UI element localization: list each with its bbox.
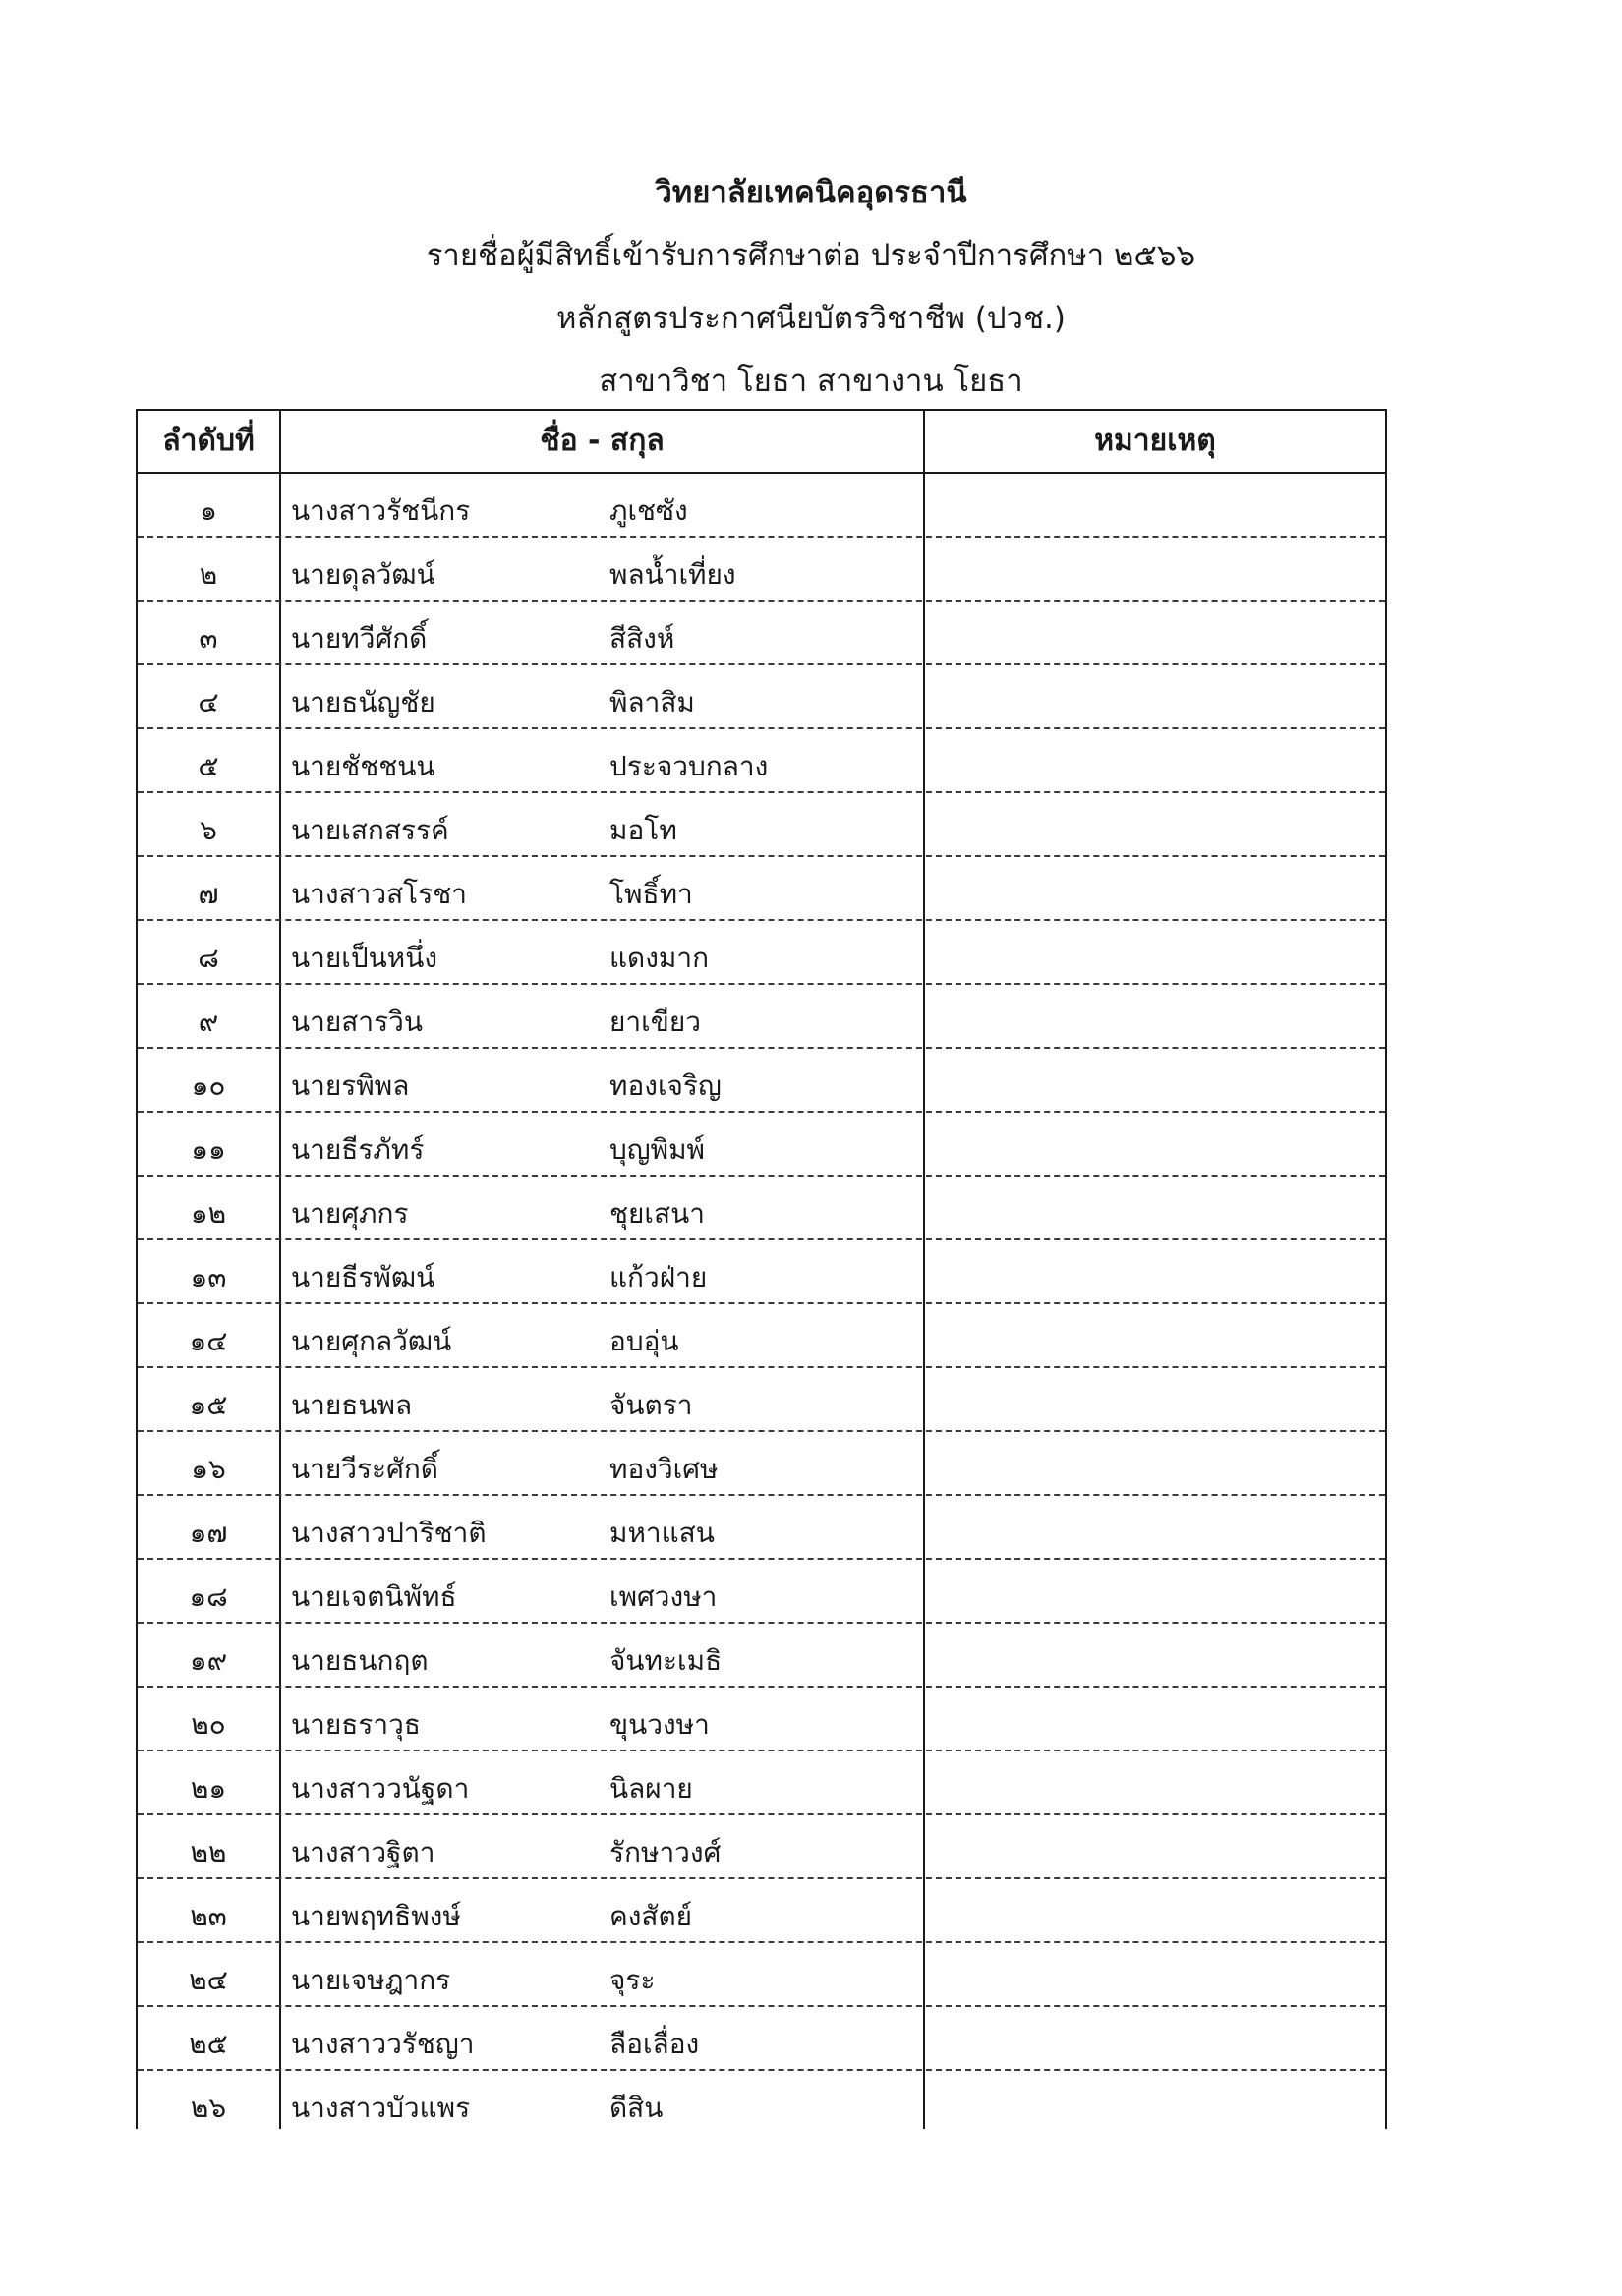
table-row xyxy=(138,1879,1385,1943)
table-row xyxy=(138,857,1385,921)
remark xyxy=(936,474,1378,536)
row-number: ๑ xyxy=(200,494,217,527)
remark xyxy=(936,1624,1378,1686)
remark xyxy=(936,921,1378,983)
first-name: นางสาววนัฐดา xyxy=(291,1772,470,1805)
remark xyxy=(936,1879,1378,1941)
remark xyxy=(936,1815,1378,1877)
remark xyxy=(936,1560,1378,1622)
remark xyxy=(936,665,1378,727)
last-name: คงสัตย์ xyxy=(609,1900,693,1932)
row-number: ๒๐ xyxy=(191,1708,226,1741)
remark xyxy=(936,985,1378,1047)
first-name: นายธีรภัทร์ xyxy=(291,1133,425,1166)
last-name: ทองวิเศษ xyxy=(609,1453,719,1485)
last-name: จันตรา xyxy=(609,1389,693,1421)
first-name: นายธราวุธ xyxy=(291,1708,421,1741)
table-row xyxy=(138,985,1385,1049)
roster-table xyxy=(136,409,1387,2129)
first-name: นายเจตนิพัทธ์ xyxy=(291,1580,457,1613)
remark xyxy=(936,1688,1378,1750)
table-row xyxy=(138,1624,1385,1688)
remark xyxy=(936,1177,1378,1238)
table-row xyxy=(138,1688,1385,1751)
major-title: สาขาวิชา โยธา สาขางาน โยธา xyxy=(599,364,1023,399)
first-name: นายวีระศักดิ์ xyxy=(291,1453,438,1485)
row-number: ๒๑ xyxy=(190,1772,227,1805)
first-name: นายธนกฤต xyxy=(291,1644,429,1677)
table-row xyxy=(138,1240,1385,1304)
table-row xyxy=(138,1943,1385,2007)
last-name: อบอุ่น xyxy=(609,1325,679,1357)
remark xyxy=(936,1049,1378,1111)
remark xyxy=(936,793,1378,855)
list-title: รายชื่อผู้มีสิทธิ์เข้ารับการศึกษาต่อ ประจำปีการศึกษา ๒๕๖๖ xyxy=(426,238,1196,273)
row-number: ๑๑ xyxy=(191,1133,226,1166)
row-number: ๘ xyxy=(198,942,219,974)
row-number: ๑๐ xyxy=(191,1069,226,1102)
remark xyxy=(936,538,1378,600)
table-row xyxy=(138,1049,1385,1113)
remark xyxy=(936,857,1378,919)
first-name: นายธนพล xyxy=(291,1389,413,1421)
first-name: นายรพิพล xyxy=(291,1069,410,1102)
table-row xyxy=(138,1751,1385,1815)
last-name: ดีสิน xyxy=(609,2092,664,2124)
table-row xyxy=(138,1368,1385,1432)
last-name: แก้วฝ่าย xyxy=(609,1261,708,1293)
remark xyxy=(936,1368,1378,1430)
row-number: ๑๔ xyxy=(189,1325,228,1357)
table-row xyxy=(138,1113,1385,1177)
first-name: นายชัชชนน xyxy=(291,750,435,782)
last-name: ชุยเสนา xyxy=(609,1197,705,1230)
last-name: บุญพิมพ์ xyxy=(609,1133,706,1166)
first-name: นางสาวบัวแพร xyxy=(291,2092,471,2124)
row-number: ๑๘ xyxy=(189,1580,228,1613)
last-name: เพศวงษา xyxy=(609,1580,718,1613)
table-row xyxy=(138,1304,1385,1368)
last-name: มหาแสน xyxy=(609,1517,715,1549)
row-number: ๒๕ xyxy=(189,2028,228,2060)
remark xyxy=(936,1751,1378,1813)
last-name: จุระ xyxy=(609,1964,656,1996)
column-header-remark: หมายเหตุ xyxy=(1094,424,1216,458)
table-row xyxy=(138,1432,1385,1496)
remark xyxy=(936,2007,1378,2069)
first-name: นางสาวรัชนีกร xyxy=(291,494,471,527)
remark xyxy=(936,1240,1378,1302)
last-name: รักษาวงศ์ xyxy=(609,1836,722,1868)
last-name: ลือเลื่อง xyxy=(609,2028,700,2060)
table-row xyxy=(138,1177,1385,1240)
row-number: ๔ xyxy=(198,686,219,718)
last-name: โพธิ์ทา xyxy=(609,878,693,910)
program-title: หลักสูตรประกาศนียบัตรวิชาชีพ (ปวช.) xyxy=(556,301,1066,336)
table-row xyxy=(138,538,1385,602)
table-row xyxy=(138,602,1385,665)
last-name: มอโท xyxy=(609,814,677,846)
row-number: ๑๕ xyxy=(189,1389,228,1421)
table-body xyxy=(138,474,1385,2135)
row-number: ๑๗ xyxy=(189,1517,228,1549)
first-name: นายทวีศักดิ์ xyxy=(291,622,428,655)
last-name: สีสิงห์ xyxy=(609,622,675,655)
first-name: นางสาววรัชญา xyxy=(291,2028,475,2060)
table-row xyxy=(138,1496,1385,1560)
row-number: ๒๔ xyxy=(189,1964,228,1996)
table-header xyxy=(138,411,1385,474)
first-name: นายเจษฎากร xyxy=(291,1964,451,1996)
remark xyxy=(936,729,1378,791)
first-name: นายเสกสรรค์ xyxy=(291,814,449,846)
table-row xyxy=(138,729,1385,793)
remark xyxy=(936,1943,1378,2005)
row-number: ๖ xyxy=(200,814,217,846)
first-name: นางสาวปาริชาติ xyxy=(291,1517,487,1549)
last-name: ภูเชซัง xyxy=(609,494,688,527)
table-row xyxy=(138,2007,1385,2071)
first-name: นางสาวสโรชา xyxy=(291,878,467,910)
remark xyxy=(936,1496,1378,1558)
first-name: นายศุภกร xyxy=(291,1197,409,1230)
first-name: นายเป็นหนึ่ง xyxy=(291,942,438,974)
row-number: ๒๖ xyxy=(190,2092,227,2124)
first-name: นายศุกลวัฒน์ xyxy=(291,1325,452,1357)
table-row xyxy=(138,474,1385,538)
last-name: พิลาสิม xyxy=(609,686,695,718)
remark xyxy=(936,1432,1378,1494)
table-row xyxy=(138,665,1385,729)
row-number: ๗ xyxy=(198,878,219,910)
row-number: ๑๒ xyxy=(190,1197,227,1230)
first-name: นายพฤทธิพงษ์ xyxy=(291,1900,461,1932)
last-name: ประจวบกลาง xyxy=(609,750,769,782)
table-row xyxy=(138,793,1385,857)
table-row xyxy=(138,2071,1385,2135)
table-row xyxy=(138,1815,1385,1879)
first-name: นายธนัญชัย xyxy=(291,686,435,718)
last-name: ขุนวงษา xyxy=(609,1708,710,1741)
table-row xyxy=(138,1560,1385,1624)
row-number: ๓ xyxy=(199,622,218,655)
table-row xyxy=(138,921,1385,985)
institution-title: วิทยาลัยเทคนิคอุดรธานี xyxy=(655,175,967,210)
last-name: พลน้ำเที่ยง xyxy=(609,558,736,591)
column-header-name: ชื่อ - สกุล xyxy=(540,424,665,458)
row-number: ๒๒ xyxy=(190,1836,227,1868)
row-number: ๑๙ xyxy=(189,1644,228,1677)
row-number: ๑๓ xyxy=(190,1261,227,1293)
first-name: นายดุลวัฒน์ xyxy=(291,558,435,591)
first-name: นางสาวฐิตา xyxy=(291,1836,435,1868)
last-name: แดงมาก xyxy=(609,942,710,974)
column-header-number: ลำดับที่ xyxy=(162,424,255,458)
row-number: ๙ xyxy=(198,1005,219,1038)
row-number: ๕ xyxy=(198,750,219,782)
remark xyxy=(936,1304,1378,1366)
first-name: นายสารวิน xyxy=(291,1005,423,1038)
last-name: นิลผาย xyxy=(609,1772,693,1805)
row-number: ๒๓ xyxy=(190,1900,227,1932)
remark xyxy=(936,602,1378,663)
remark xyxy=(936,1113,1378,1175)
last-name: จันทะเมธิ xyxy=(609,1644,723,1677)
remark xyxy=(936,2071,1378,2133)
row-number: ๑๖ xyxy=(191,1453,226,1485)
row-number: ๒ xyxy=(199,558,218,591)
first-name: นายธีรพัฒน์ xyxy=(291,1261,435,1293)
last-name: ทองเจริญ xyxy=(609,1069,722,1102)
last-name: ยาเขียว xyxy=(609,1005,701,1038)
